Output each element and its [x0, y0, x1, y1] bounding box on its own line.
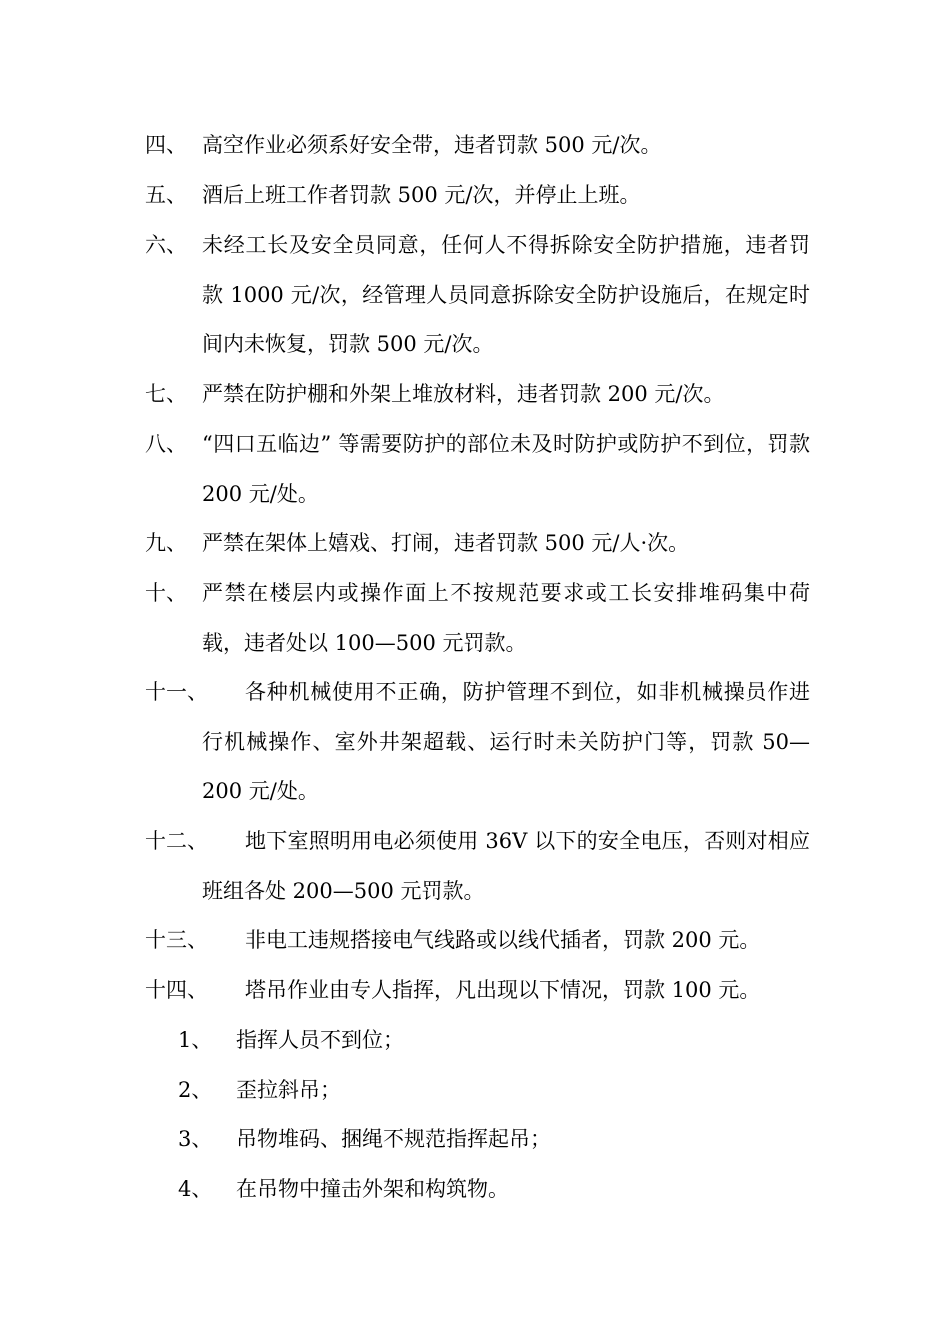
- rule-item-8: [145, 420, 810, 519]
- rule-text: 地下室照明用电必须使用 36V 以下的安全电压，否则对相应班组各处 200—500 元罚款。: [202, 829, 810, 903]
- rule-item-12: [145, 817, 810, 916]
- rule-text: 未经工长及安全员同意，任何人不得拆除安全防护措施，违者罚款 1000 元/次，经管理人员同意拆除安全防护设施后，在规定时间内未恢复，罚款 500 元/次。: [202, 233, 810, 357]
- rule-text: 高空作业必须系好安全带，违者罚款 500 元/次。: [202, 133, 662, 157]
- rule-number: 五、: [145, 183, 187, 207]
- sub-item-2: [178, 1066, 798, 1116]
- rule-number: 七、: [145, 382, 187, 406]
- rule-number: 十四、: [145, 978, 208, 1002]
- rule-text: 非电工违规搭接电气线路或以线代插者，罚款 200 元。: [245, 928, 761, 952]
- sub-text: 吊物堆码、捆绳不规范指挥起吊；: [236, 1127, 551, 1151]
- rule-text: 严禁在楼层内或操作面上不按规范要求或工长安排堆码集中荷载，违者处以 100—500 元罚款。: [202, 581, 810, 655]
- rule-number: 六、: [145, 233, 187, 257]
- sub-number: 2、: [178, 1078, 213, 1102]
- rule-text: 严禁在架体上嬉戏、打闹，违者罚款 500 元/人·次。: [202, 531, 690, 555]
- rule-text: 严禁在防护棚和外架上堆放材料，违者罚款 200 元/次。: [202, 382, 725, 406]
- rule-text: 酒后上班工作者罚款 500 元/次，并停止上班。: [202, 183, 641, 207]
- rule-number: 十一、: [145, 680, 208, 704]
- rule-text: 塔吊作业由专人指挥，凡出现以下情况，罚款 100 元。: [245, 978, 761, 1002]
- sub-text: 歪拉斜吊；: [236, 1078, 341, 1102]
- sub-item-3: [178, 1115, 798, 1165]
- rule-item-13: [145, 916, 810, 966]
- sub-number: 4、: [178, 1177, 213, 1201]
- sub-number: 3、: [178, 1127, 213, 1151]
- rule-item-5: [145, 171, 810, 221]
- sub-item-4: [178, 1165, 798, 1215]
- sub-text: 在吊物中撞击外架和构筑物。: [236, 1177, 509, 1201]
- rule-number: 九、: [145, 531, 187, 555]
- rule-number: 四、: [145, 133, 187, 157]
- rule-item-9: [145, 519, 810, 569]
- sub-text: 指挥人员不到位；: [236, 1028, 404, 1052]
- rule-number: 十三、: [145, 928, 208, 952]
- sub-item-1: [178, 1016, 798, 1066]
- rule-item-4: [145, 121, 810, 171]
- rule-number: 八、: [145, 432, 187, 456]
- rule-text: 各种机械使用不正确，防护管理不到位，如非机械操员作进行机械操作、室外井架超载、运行时未关防护门等，罚款 50—200 元/处。: [202, 680, 810, 804]
- rule-number: 十二、: [145, 829, 208, 853]
- sub-number: 1、: [178, 1028, 213, 1052]
- rule-item-10: [145, 569, 810, 668]
- rule-item-14: [145, 966, 810, 1016]
- rule-text: “四口五临边” 等需要防护的部位未及时防护或防护不到位，罚款 200 元/处。: [202, 432, 810, 506]
- rule-item-6: [145, 221, 810, 370]
- rule-item-7: [145, 370, 810, 420]
- rule-item-11: [145, 668, 810, 817]
- rule-number: 十、: [145, 581, 187, 605]
